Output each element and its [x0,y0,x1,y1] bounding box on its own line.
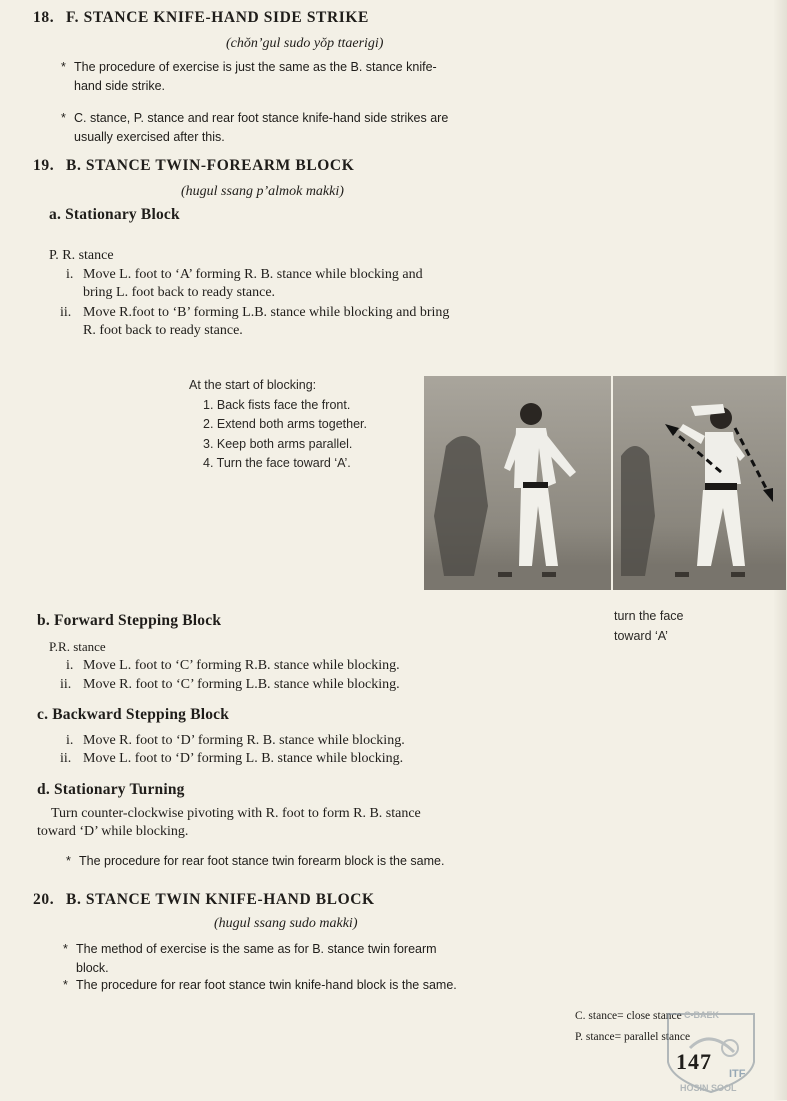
step-number: ii. [60,677,72,692]
section-20-korean-term: (hugul ssang sudo makki) [214,916,358,931]
footnote-line: P. stance= parallel stance [575,1031,691,1043]
body-line: Turn counter-clockwise pivoting with R. foot to form R. B. stance [51,806,421,821]
subsection-b-stance: P.R. stance [49,639,106,654]
note-line: The procedure for rear foot stance twin knife-hand block is the same. [76,978,457,992]
section-20-note-1 [63,940,437,978]
note-line: block. [76,961,109,975]
step-number: i. [66,267,74,282]
section-title: B. STANCE TWIN KNIFE-HAND BLOCK [66,891,375,908]
note-line: hand side strike. [74,79,166,93]
body-line: toward ‘D’ while blocking. [37,824,189,839]
caption-item: 4. Turn the face toward ‘A’. [203,456,351,470]
section-20-note-2 [63,976,457,995]
subsection-a-step-2 [60,304,449,340]
step-number: ii. [60,751,72,766]
note-line: The procedure for rear foot stance twin forearm block is the same. [79,854,445,868]
step-line: Move L. foot to ‘D’ forming L. B. stance while blocking. [83,751,404,766]
subsection-d-title: d. Stationary Turning [37,781,185,798]
page-number: 147 [676,1049,712,1074]
section-19-korean-term: (hugul ssang p’almok makki) [181,184,344,199]
step-line: Move R.foot to ‘B’ forming L.B. stance while blocking and bring [83,305,450,320]
watermark-top-text: C-BAEK [684,1010,719,1020]
subsection-a-step-1 [66,266,423,302]
asterisk-icon: * [66,854,71,868]
section-title: F. STANCE KNIFE-HAND SIDE STRIKE [66,9,369,26]
note-line: C. stance, P. stance and rear foot stance knife-hand side strikes are [74,111,449,125]
photo-caption-list [189,376,367,474]
subsection-b-step-2 [60,676,400,694]
caption-item: 2. Extend both arms together. [203,417,367,431]
note-line: The method of exercise is the same as for B. stance twin forearm [76,942,437,956]
subsection-a-title: a. Stationary Block [49,206,180,223]
step-line: R. foot back to ready stance. [83,323,243,338]
asterisk-icon: * [63,978,68,992]
section-18-note-2 [61,109,448,147]
subsection-a-stance: P. R. stance [49,248,114,263]
caption-item: 3. Keep both arms parallel. [203,436,353,451]
step-line: Move R. foot to ‘C’ forming L.B. stance while blocking. [83,677,400,692]
step-number: i. [66,733,74,748]
subsection-b-step-1 [66,657,400,675]
subsection-d-text [37,805,421,841]
caption-title: At the start of blocking: [189,378,317,392]
watermark-badge-text: ITF [729,1068,746,1080]
subsection-d-note [66,852,444,871]
step-line: Move L. foot to ‘A’ forming R. B. stance while blocking and [83,267,423,282]
asterisk-icon: * [61,60,66,74]
section-19-heading [33,157,354,175]
asterisk-icon: * [61,111,66,125]
section-18-heading [33,9,369,27]
section-18-note-1 [61,58,437,96]
step-line: Move R. foot to ‘D’ forming R. B. stance while blocking. [83,733,405,748]
note-line: usually exercised after this. [74,130,225,144]
watermark-bottom-text: HOSIN SOOL [680,1083,737,1093]
caption-item: 1. Back fists face the front. [203,397,351,412]
photo-blocking-position [613,376,786,590]
caption-line: toward ‘A’ [614,628,668,643]
martial-artist-photo-2 [613,376,786,590]
section-number: 20. [33,891,55,908]
note-line: The procedure of exercise is just the same as the B. stance knife- [74,60,437,74]
step-number: ii. [60,305,72,320]
section-number: 19. [33,157,55,174]
section-title: B. STANCE TWIN-FOREARM BLOCK [66,157,355,174]
photo-side-caption [614,607,684,646]
section-number: 18. [33,9,55,26]
subsection-c-title: c. Backward Stepping Block [37,706,230,723]
subsection-b-title: b. Forward Stepping Block [37,612,222,629]
section-20-heading [33,891,375,909]
subsection-c-step-2 [60,750,403,768]
step-line: Move L. foot to ‘C’ forming R.B. stance while blocking. [83,658,400,673]
martial-artist-photo-1 [424,376,611,590]
photo-ready-position [424,376,611,590]
section-18-korean-term: (chŏn’gul sudo yŏp ttaerigi) [226,36,384,51]
asterisk-icon: * [63,942,68,956]
caption-line: turn the face [614,609,684,623]
footnote-line: C. stance= close stance [575,1010,682,1022]
step-number: i. [66,658,74,673]
subsection-c-step-1 [66,732,405,750]
step-line: bring L. foot back to ready stance. [83,285,276,300]
